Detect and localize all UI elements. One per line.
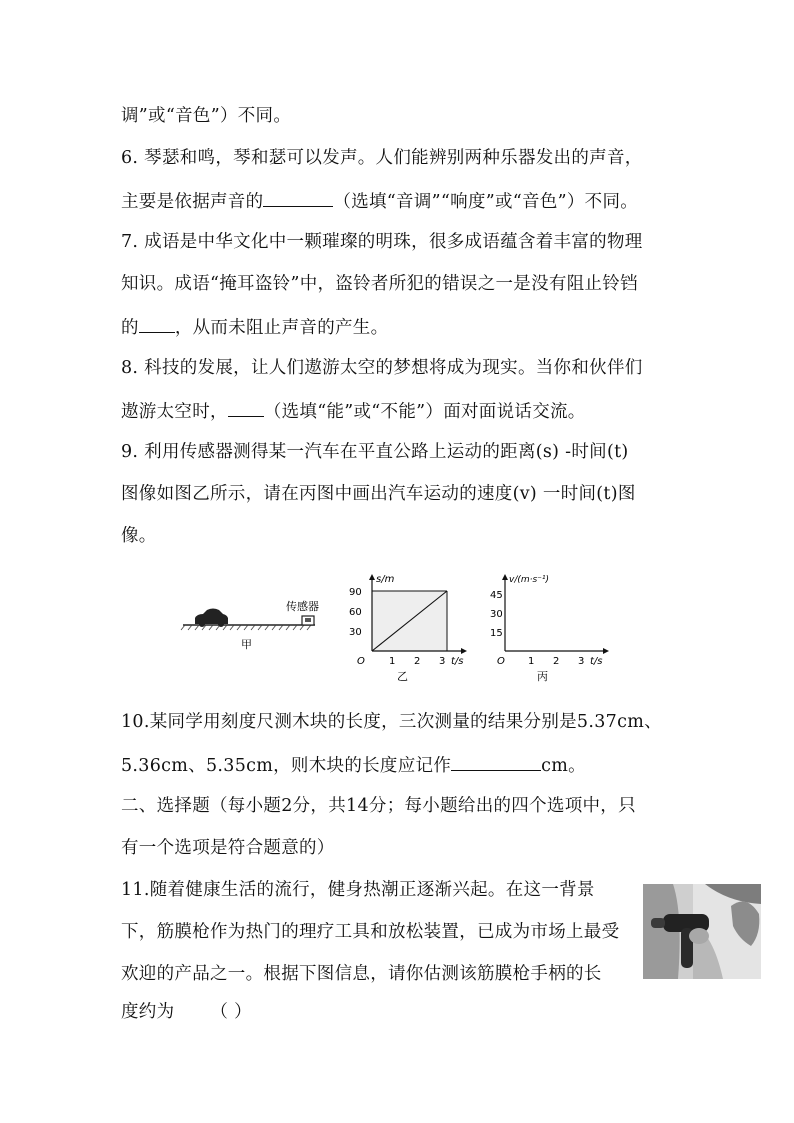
text-line-14: 11.随着健康生活的流行，健身热潮正逐渐兴起。在这一背景 xyxy=(121,880,595,900)
text-line-11: 像。 xyxy=(121,526,157,546)
text-line-15: 下，筋膜枪作为热门的理疗工具和放松装置，已成为市场上最受 xyxy=(121,922,620,942)
figure-bing-caption: 丙 xyxy=(537,670,548,683)
yi-x-label: t/s xyxy=(451,656,464,667)
physics-figures xyxy=(175,568,635,690)
figure-yi-caption: 乙 xyxy=(397,670,408,683)
text-line-10: 图像如图乙所示，请在丙图中画出汽车运动的速度(v) 一时间(t)图 xyxy=(121,484,636,504)
section-note: 有一个选项是符合题意的） xyxy=(121,838,335,858)
text-line-2: 6. 琴瑟和鸣，琴和瑟可以发声。人们能辨别两种乐器发出的声音， xyxy=(121,148,643,168)
yi-y-tick-30: 30 xyxy=(349,627,362,638)
bing-x-label: t/s xyxy=(590,656,603,667)
text-line-7: 8. 科技的发展，让人们遨游太空的梦想将成为现实。当你和伙伴们 xyxy=(121,358,643,378)
bing-x-tick-3: 3 xyxy=(578,656,585,667)
sensor-label: 传感器 xyxy=(286,600,319,613)
text-line-16: 欢迎的产品之一。根据下图信息，请你估测该筋膜枪手柄的长 xyxy=(121,964,602,984)
yi-y-tick-90: 90 xyxy=(349,587,362,598)
answer-blank-10[interactable] xyxy=(451,752,541,771)
text-line-12: 10.某同学用刻度尺测木块的长度，三次测量的结果分别是5.37cm、 xyxy=(121,712,662,732)
text-line-5: 知识。成语“掩耳盗铃”中，盗铃者所犯的错误之一是没有阻止铃铛 xyxy=(121,274,638,294)
bing-x-tick-1: 1 xyxy=(528,656,535,667)
text-line-3: 主要是依据声音的 （选填“音调”“响度”或“音色”）不同。 xyxy=(121,188,638,214)
text-line-17: 度约为 （ ） xyxy=(121,1002,252,1022)
section-title: 二、选择题（每小题2分，共14分；每小题给出的四个选项中，只 xyxy=(121,796,636,816)
text-line-9: 9. 利用传感器测得某一汽车在平直公路上运动的距离(s) -时间(t) xyxy=(121,442,629,462)
answer-blank-8[interactable] xyxy=(228,398,264,417)
text-line-4: 7. 成语是中华文化中一颗璀璨的明珠，很多成语蕴含着丰富的物理 xyxy=(121,232,643,252)
yi-x-tick-3: 3 xyxy=(439,656,446,667)
yi-origin: O xyxy=(357,656,365,667)
bing-y-label: v/(m·s⁻¹) xyxy=(509,575,550,585)
answer-blank-6[interactable] xyxy=(263,188,333,207)
yi-x-tick-2: 2 xyxy=(414,656,421,667)
yi-y-tick-60: 60 xyxy=(349,607,362,618)
bing-y-tick-15: 15 xyxy=(490,628,503,639)
text-line-13: 5.36cm、5.35cm，则木块的长度应记作 cm。 xyxy=(121,752,586,778)
yi-x-tick-1: 1 xyxy=(389,656,396,667)
answer-parens[interactable]: （ ） xyxy=(210,1002,252,1022)
text-line-8: 遨游太空时， （选填“能”或“不能”）面对面说话交流。 xyxy=(121,398,586,424)
yi-y-label: s/m xyxy=(376,574,395,585)
massage-gun-photo xyxy=(643,884,761,979)
figure-jia-caption: 甲 xyxy=(241,638,252,651)
bing-y-tick-45: 45 xyxy=(490,590,503,601)
bing-origin: O xyxy=(497,656,505,667)
answer-blank-7[interactable] xyxy=(139,314,175,333)
bing-x-tick-2: 2 xyxy=(553,656,560,667)
sensor-icon xyxy=(302,616,314,625)
bing-y-tick-30: 30 xyxy=(490,609,503,620)
text-line-6: 的 ，从而未阻止声音的产生。 xyxy=(121,314,388,340)
text-line-1: 调”或“音色”）不同。 xyxy=(121,106,292,126)
